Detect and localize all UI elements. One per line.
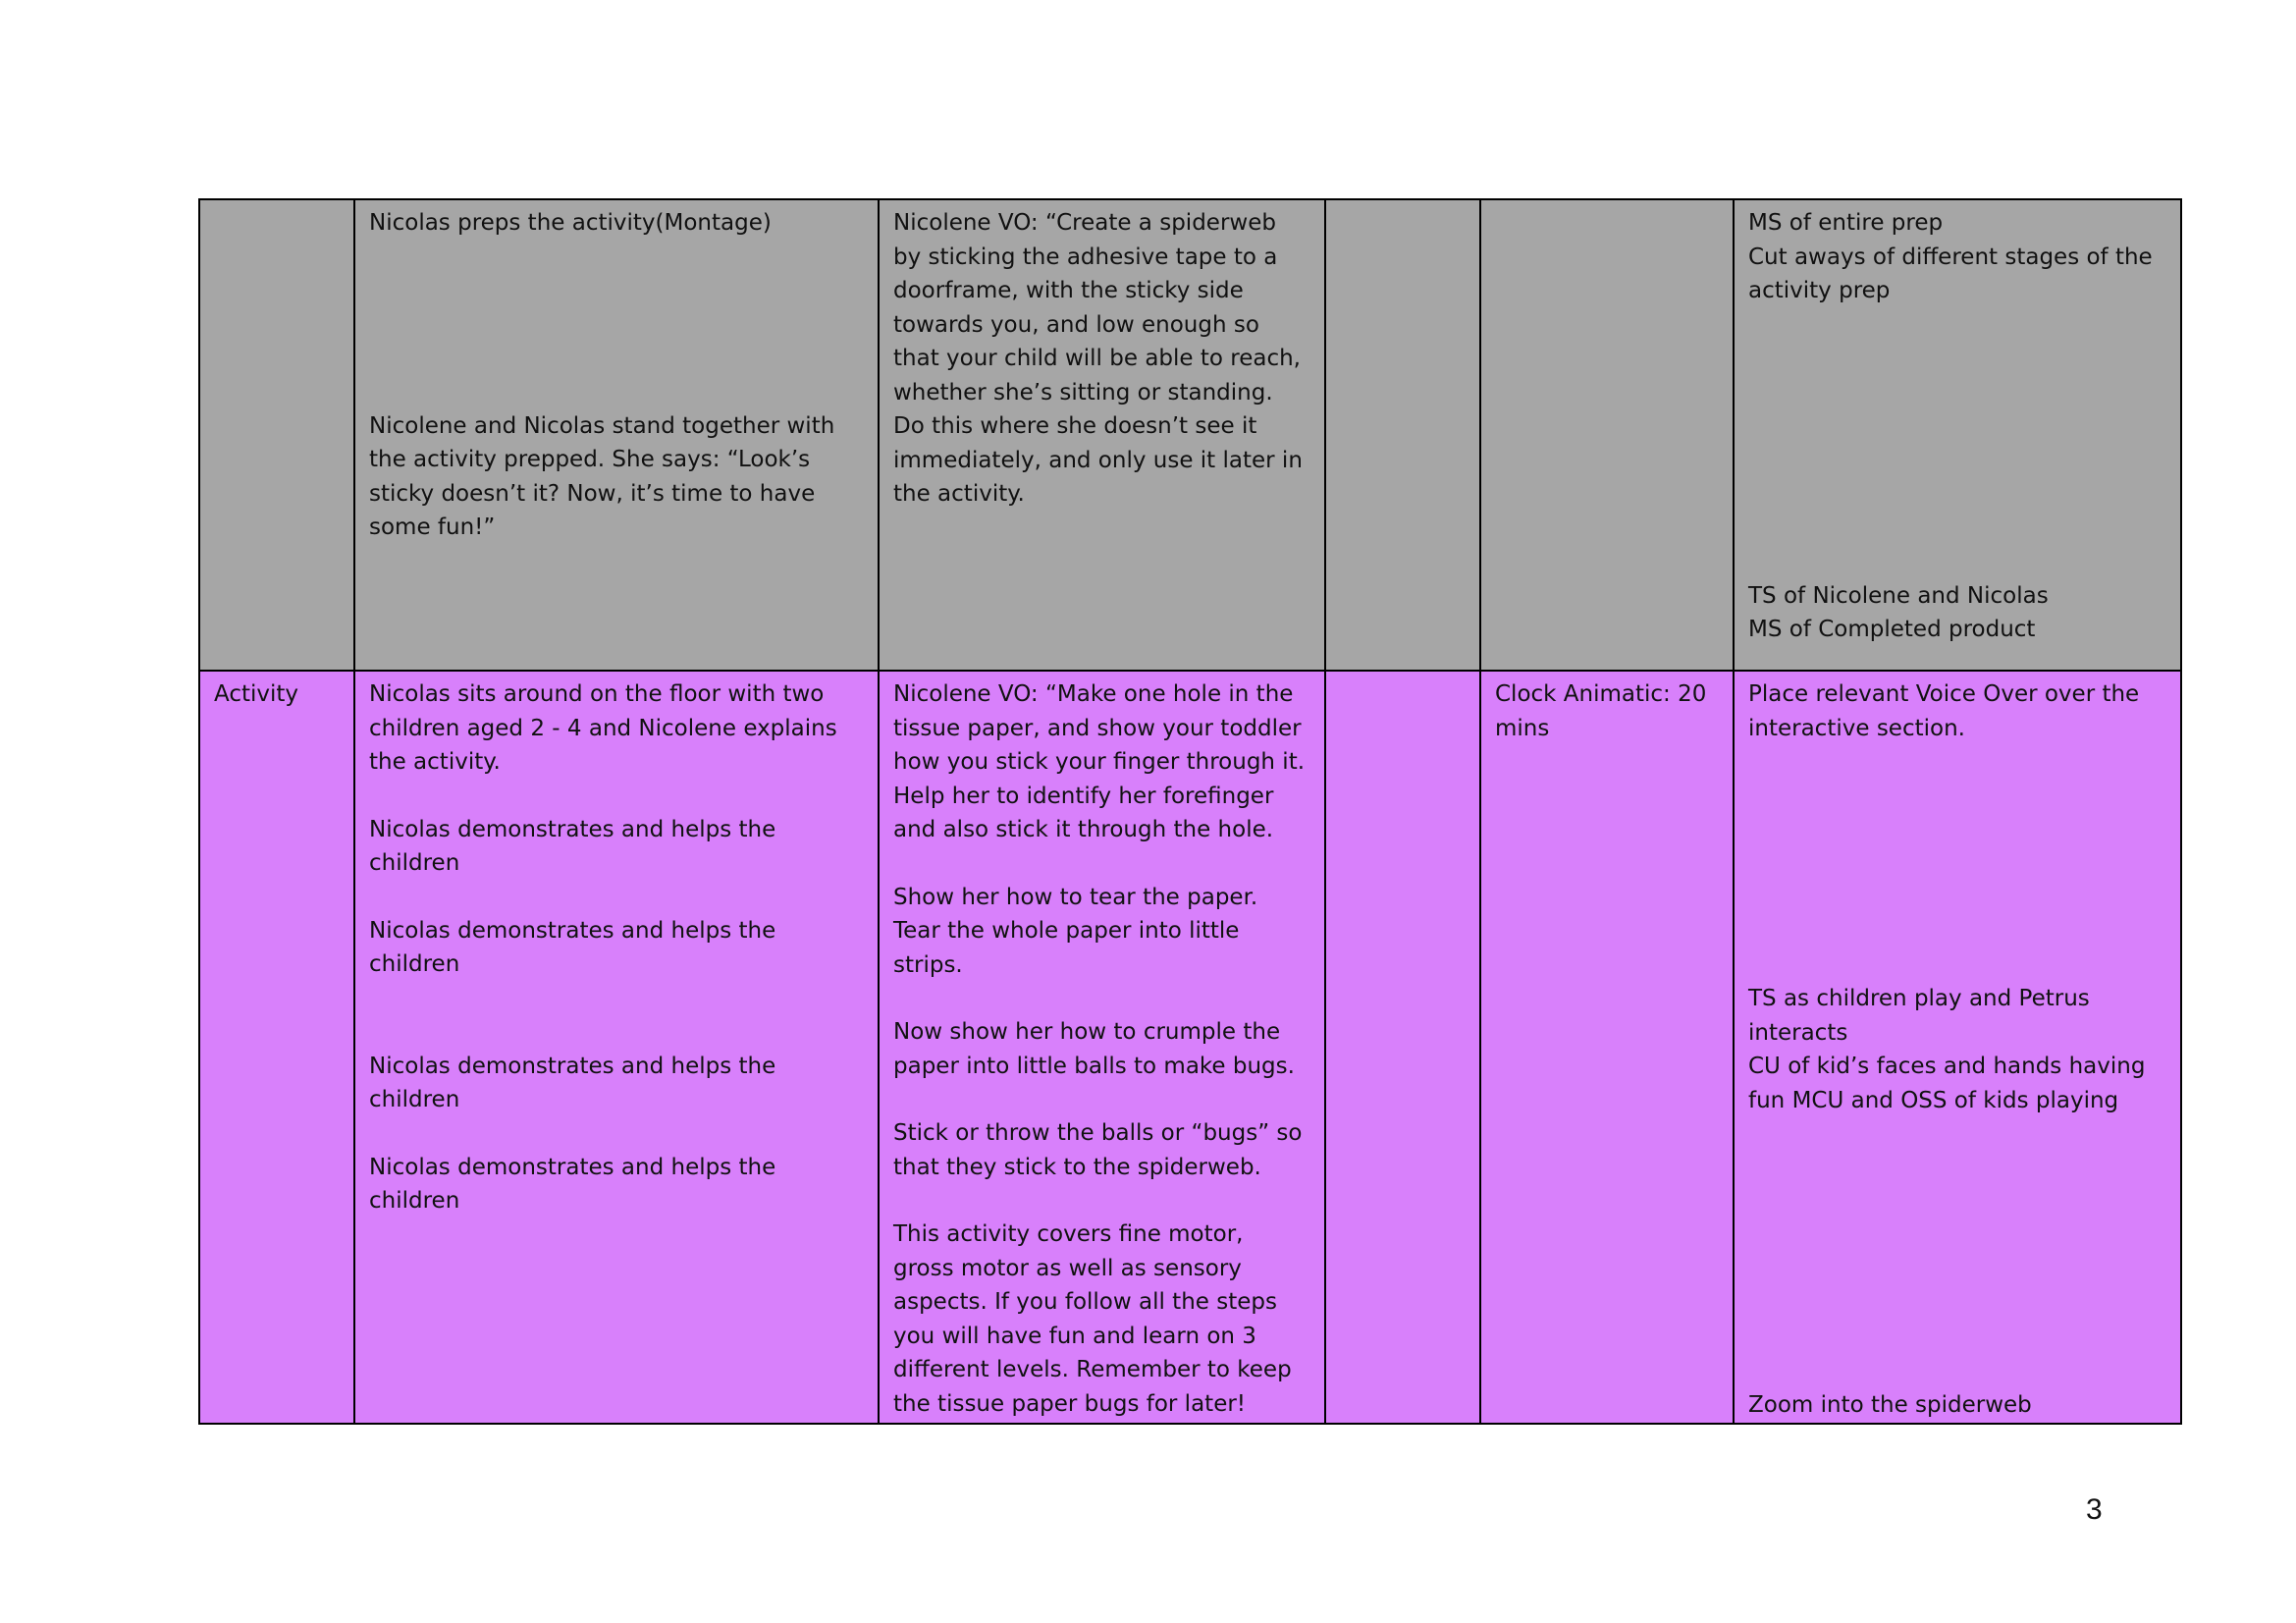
section-cell: [199, 199, 354, 671]
timing-cell: [1480, 671, 1734, 1424]
action-text: Nicolas demonstrates and helps the children: [369, 816, 783, 876]
audio-text: Nicolene VO: “Make one hole in the tissue paper, and show your toddler how you stick your finger through it. Help her to identify her forefinger and also stick it through the hole.: [893, 681, 1312, 842]
blank-cell: [1325, 199, 1480, 671]
shots-cell: [1734, 199, 2181, 671]
page-number: 3: [2086, 1493, 2103, 1526]
shot-text: MS of entire prep Cut aways of different stages of the activity prep: [1748, 210, 2153, 303]
action-cell: [354, 199, 879, 671]
table-row: [199, 199, 2181, 671]
blank-cell: [1325, 671, 1480, 1424]
action-cell: [354, 671, 879, 1424]
action-text: Nicolas sits around on the floor with two children aged 2 - 4 and Nicolene explains the activity.: [369, 681, 845, 775]
audio-text: Stick or throw the balls or “bugs” so that they stick to the spiderweb.: [893, 1120, 1309, 1180]
action-text: Nicolas demonstrates and helps the children: [369, 917, 783, 977]
action-text: Nicolas demonstrates and helps the children: [369, 1053, 783, 1112]
audio-text: Nicolene VO: “Create a spiderweb by sticking the adhesive tape to a doorframe, with the sticky side towards you, and low enough so that your child will be able to reach, whether she’s sitting or standing. Do this where she doesn’t see it immediately, and only use it later in the activity.: [893, 210, 1310, 507]
section-cell: [199, 671, 354, 1424]
script-table: [198, 198, 2182, 1425]
table-row: [199, 671, 2181, 1424]
audio-text: Now show her how to crumple the paper into little balls to make bugs.: [893, 1019, 1295, 1079]
shot-text: Place relevant Voice Over over the interactive section.: [1748, 681, 2147, 741]
shot-text: TS as children play and Petrus interacts CU of kid’s faces and hands having fun MCU and OSS of kids playing: [1748, 986, 2146, 1113]
shots-cell: [1734, 671, 2181, 1424]
audio-text: This activity covers fine motor, gross motor as well as sensory aspects. If you follow all the steps you will have fun and learn on 3 different levels. Remember to keep the tissue paper bugs for later!: [893, 1221, 1299, 1417]
audio-cell: [879, 199, 1325, 671]
audio-cell: [879, 671, 1325, 1424]
audio-text: Show her how to tear the paper. Tear the whole paper into little strips.: [893, 884, 1265, 978]
section-label: Activity: [214, 681, 299, 707]
action-text: Nicolene and Nicolas stand together with the activity prepped. She says: “Look’s sticky doesn’t it? Now, it’s time to have some fun!”: [369, 412, 842, 540]
action-text: Nicolas preps the activity(Montage): [369, 210, 772, 236]
shot-text: TS of Nicolene and Nicolas MS of Completed product: [1748, 582, 2049, 642]
timing-text: Clock Animatic: 20 mins: [1495, 681, 1707, 741]
shot-text: Zoom into the spiderweb: [1748, 1392, 2032, 1418]
timing-cell: [1480, 199, 1734, 671]
action-text: Nicolas demonstrates and helps the children: [369, 1154, 783, 1214]
